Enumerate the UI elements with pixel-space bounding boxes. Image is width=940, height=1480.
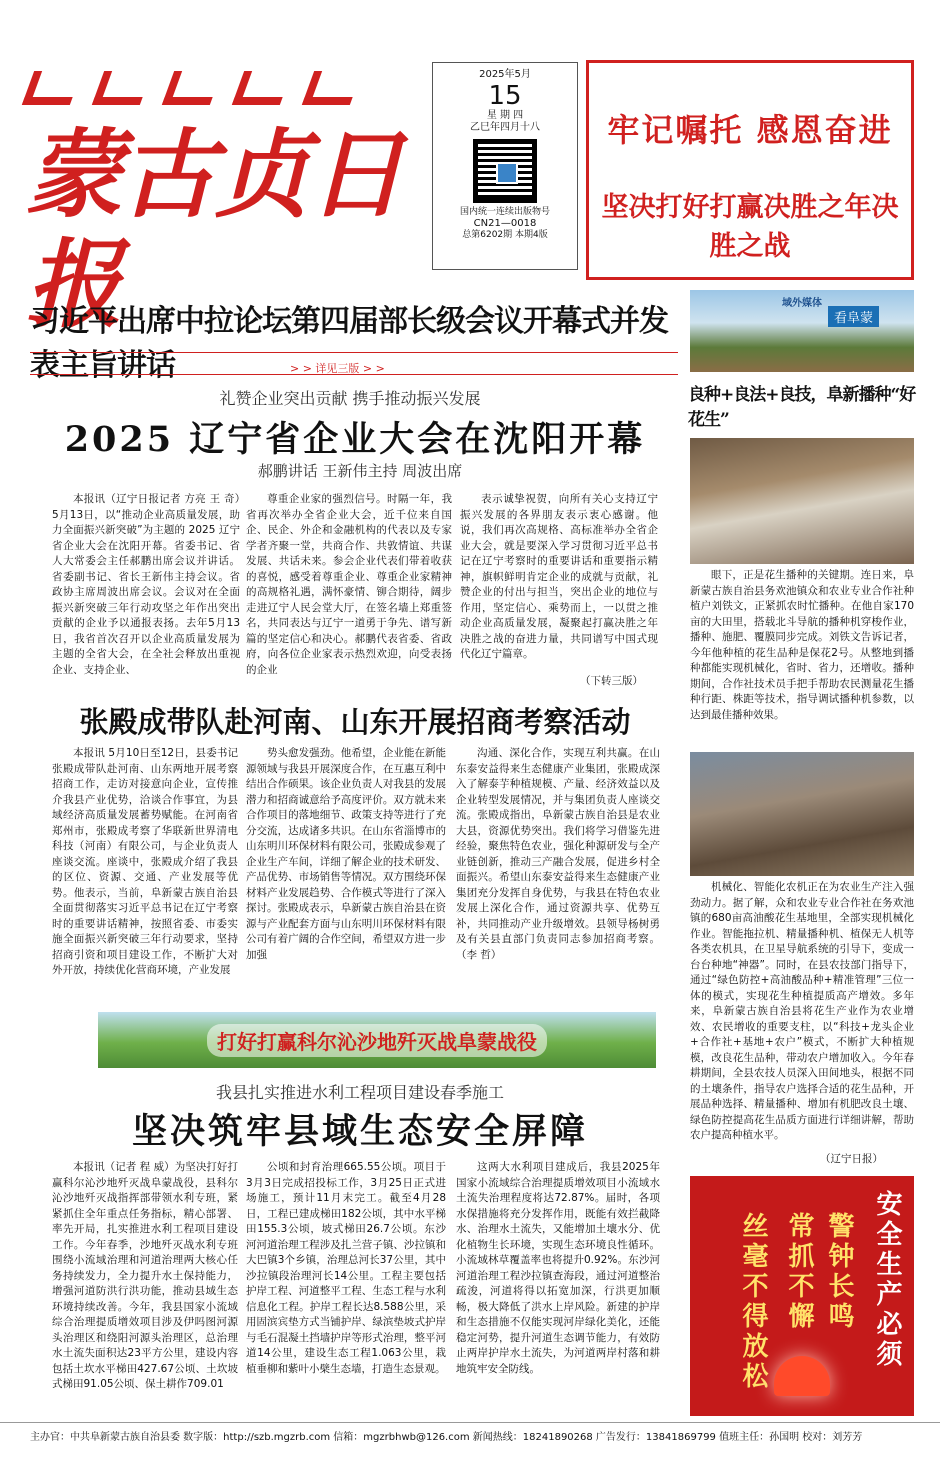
story1-column-1: 本报讯（辽宁日报记者 方亮 王 奇）5月13日，以“推动企业高质量发展，助力全面振兴新突破”为主题的 2025 辽宁省企业大会在沈阳开幕。省委书记、省人大常委会主任郝鹏出席会议并讲话。省委副书记、省长王新伟主持会议。省政协主席周波出席会议。会议对在全面振兴新突破三年行动攻坚之年作出突出贡献的企业予以通报表扬。去年5月13日，我省首次召开以企业高质量发展为主题的全省大会，在全社会释放出重视企业、支持企业、 — [52, 493, 240, 676]
safety-text-mid: 警钟长鸣 — [824, 1212, 854, 1332]
see-page-three-link[interactable]: > > 详见三版 > > — [290, 362, 385, 375]
story3-headline[interactable]: 坚决筑牢县域生态安全屏障 — [131, 1111, 588, 1152]
cn-number: CN21—0018 — [473, 217, 537, 229]
sidebar-headline[interactable]: 良种+良法+良技，阜新播种“好花生” — [688, 385, 916, 430]
story3-column-1: 本报讯（记者 程 威）为坚决打好打赢科尔沁沙地歼灭战阜蒙战役，县科尔沁沙地歼灭战指挥部带领水利专班，紧紧抓住全年重点任务指标，精心部署、率先开局，扎实推进水利工程项目建设工作。今年春季，沙地歼灭战水利专班围绕小流域治理和河道治理两大核心任务持续发力，全力提升水土保持能力，增强河道防洪行洪功能，推动县域生态环境持续改善。今年，我县国家小流域综合治理提质增效项目涉及伊吗图河源头治理区和绕阳河源头治理区，总治理水土流失面积达23平方公里，建设内容包括土坎水平梯田427.67公顷、土坎坡式梯田91.05公顷、保土耕作709.01 — [52, 1161, 238, 1390]
photo-tag: 看阜蒙 — [828, 306, 879, 327]
story3-column-3: 这两大水利项目建成后，我县2025年国家小流域综合治理提质增效项目小流域水土流失治理程度将达72.87%。届时，各项水保措施将充分发挥作用，既能有效拦截降水、治理水土流失，又能增加土壤水分、优化植物生长环境，实现生态环境良性循环。小流域林草覆盖率也将提升0.92%。东沙河河道治理工程沙拉镇查海段，通过河道整治疏浚，河道将得以拓宽加深，行洪更加顺畅，极大降低了洪水上岸风险。新建的护岸和生态措施不仅能实现河岸绿化美化，还能稳定河势，提升河道生态调节能力，有效防止两岸护岸水土流失，为河道两岸村落和耕地筑牢安全防线。 — [456, 1161, 660, 1375]
photo-tag-top: 域外媒体 — [782, 298, 822, 309]
weekday: 星 期 四 — [486, 109, 524, 121]
alarm-light-icon — [774, 1356, 830, 1396]
slogan-line-2: 坚决打好打赢决胜之年决胜之战 — [601, 192, 899, 262]
safety-text-left: 丝毫不得放松 — [738, 1212, 768, 1392]
sidebar-caption-1: 眼下，正是花生播种的关键期。连日来，阜新蒙古族自治县务欢池镇众和农业专业合作社种植户刘铁文，正紧抓农时忙播种。在他自家170亩的大田里，搭载北斗导航的播种机穿梭作业，播种、施肥、覆膜同步完成。刘铁文告诉记者，今年他种植的花生品种是保花2号。从整地到播种都能实现机械化，省时、省力，还增收。播种期间，合作社技术员手把手帮助农民测量花生播种行距、株距等技术，指导调试播种机参数，以达到最佳播种效果。 — [690, 569, 914, 721]
city-photo[interactable] — [690, 290, 914, 372]
divider — [30, 352, 678, 353]
story2-column-1: 本报讯 5月10日至12日，县委书记张殿成带队赴河南、山东两地开展考察招商工作，走访对接意向企业，宣传推介我县产业优势，洽谈合作事宜，为县域经济高质量发展蓄势赋能。在河南省郑州市，张殿成考察了华联新世界清电科技（河南）有限公司，与企业负责人座谈交流。座谈中，张殿成介绍了我县的区位、资源、交通、产业发展等优势。他表示，当前，阜新蒙古族自治县全面贯彻落实习近平总书记在辽宁考察时的重要讲话精神，按照省委、市委实施全面振兴新突破三年行动要求，坚持招商引资和项目建设工作，不断扩大对外开放，持续优化营商环境，产业发展 — [52, 747, 238, 976]
continued-label[interactable]: （下转三版） — [580, 675, 643, 687]
story1-headline[interactable]: 2025 辽宁省企业大会在沈阳开幕 — [64, 419, 646, 460]
story1-column-2: 尊重企业家的强烈信号。时隔一年，我省再次举办全省企业大会，近千位来自国企、民企、外企和金融机构的代表以及专家学者齐聚一堂，共商合作、共敦情谊、共谋发展、共话未来。参会企业代表们带着收获的喜悦，感受着尊重企业、尊重企业家精神的高规格礼遇，满怀豪情、铆合期待，阔步走进辽宁人民会堂大厅，在签名墙上郑重签名，共同表达与辽宁一道勇于争先、谱写新篇的坚定信心和决心。郝鹏代表省委、省政府，向各位企业家表示热烈欢迎，向受表扬的企业 — [246, 493, 452, 676]
footer-bar: 主办官：中共阜新蒙古族自治县委 数字版：http://szb.mgzrb.com 信箱：mgzrbhwb@126.com 新闻热线：18241890268 广告发行：13841869799 值班主任：孙国明 校对：刘芳芳 — [0, 1422, 940, 1444]
safety-text-mid2: 常抓不懈 — [784, 1212, 814, 1332]
lunar-date: 乙巳年四月十八 — [470, 122, 540, 133]
story2-column-2: 势头愈发强劲。他希望，企业能在新能源领域与我县开展深度合作，在互惠互利中结出合作硕果。该企业负责人对我县的发展潜力和招商诚意给予高度评价。双方就未来合作项目的落地细节、政策支持等进行了充分交流，达成诸多共识。在山东省淄博市的山东明川环保材料有限公司，张殿成参观了企业生产车间，详细了解企业的技术研发、产品优势、市场销售等情况。双方围绕环保材料产业发展趋势、合作模式等进行了深入探讨。张殿成表示，阜新蒙古族自治县在资源与产业配套方面与山东明川环保材料有限公司有着广阔的合作空间，希望双方进一步加强 — [246, 747, 446, 961]
story3-kicker: 我县扎实推进水利工程项目建设春季施工 — [215, 1083, 504, 1102]
masthead-title: 蒙古贞日报 — [26, 118, 402, 342]
banner-text: 打好打赢科尔沁沙地歼灭战阜蒙战役 — [207, 1024, 547, 1057]
story1-kicker: 礼赞企业突出贡献 携手推动振兴发展 — [219, 389, 481, 408]
sidebar-source: （辽宁日报） — [820, 1153, 883, 1165]
machinery-photo[interactable] — [690, 752, 914, 876]
desert-campaign-banner — [98, 1012, 656, 1068]
sidebar-caption-2: 机械化、智能化农机正在为农业生产注入强劲动力。据了解，众和农业专业合作社在务欢池镇的680亩高油酸花生基地里，全部实现机械化作业。智能拖拉机、精量播种机、植保无人机等各类农机具，在卫星导航系统的引导下，变成一台台种地“神器”。同时，在县农技部门指导下，通过“绿色防控+高油酸品种+精准管理”三位一体的模式，实现花生种植提质高产增效。多年来，阜新蒙古族自治县将花生产业作为农业增效、农民增收的重要支柱，以“科技+龙头企业+合作社+基地+农户”模式，不断扩大种植规模，改良花生品种，带动农户增加收入。今年春耕期间，全县农技人员深入田间地头，根据不同的土壤条件，指导农户选择合适的花生品种，开展品种选择、精量播种、增加有机肥改良土壤、绿色防控提高花生品质方面进行详细讲解，帮助农户提高种植水平。 — [690, 881, 914, 1141]
day-number: 15 — [488, 80, 522, 111]
safety-poster — [690, 1176, 914, 1416]
lead-headline[interactable]: 习近平出席中拉论坛第四届部长级会议开幕式并发表主旨讲话 — [30, 304, 668, 383]
divider — [30, 374, 678, 375]
story1-column-3: 表示诚挚祝贺，向所有关心支持辽宁振兴发展的各界朋友表示衷心感谢。他说，我们再次高规格、高标准举办全省企业大会，就是要深入学习贯彻习近平总书记在辽宁考察时的重要讲话和重要指示精神，旗帜鲜明肯定企业的成就与贡献，礼赞企业的付出与担当，突出企业的地位与作用，坚定信心、乘势而上，一以贯之推动企业高质量发展，凝聚起打赢决胜之年决胜之战的奋进力量，共同谱写中国式现代化辽宁篇章。 — [460, 493, 658, 660]
issn-label: 国内统一连续出版物号 — [459, 206, 550, 217]
slogan-box — [586, 60, 914, 280]
mongolian-script-title — [28, 66, 398, 110]
safety-text-right: 安全生产必须 — [872, 1190, 902, 1370]
farmers-photo[interactable] — [690, 438, 914, 564]
slogan-line-1: 牢记嘱托 感恩奋进 — [607, 111, 893, 149]
story1-subhead: 郝鹏讲话 王新伟主持 周波出席 — [257, 462, 463, 480]
year-month: 2025年5月 — [479, 69, 531, 80]
qr-code-icon[interactable] — [473, 139, 537, 203]
story3-column-2: 公顷和封育治理665.55公顷。项目于3月3日完成招投标工作，3月25日正式进场施工，预计11月末完工。截至4月28日，工程已建成梯田182公顷，其中水平梯田155.3公顷，坡式梯田26.7公顷。东沙河河道治理工程涉及扎兰营子镇、沙拉镇和大巴镇3个乡镇，治理总河长37公里，其中沙拉镇段治理河长14公里。工程主要包括护岸工程、河道整平工程、生态工程与水利信息化工程。护岸工程长达8.588公里，采用固滨宾垫方式当铺护岸、绿滨垫坡式护岸与毛石混凝土挡墙护岸等形式治理，整平河道14公里，建设生态工程1.063公里，栽植垂柳和紫叶小檗生态墙，打造生态景观。 — [246, 1161, 446, 1375]
story2-column-3: 沟通、深化合作，实现互利共赢。在山东泰安益得来生态健康产业集团，张殿成深入了解泰芋种植规模、产量、经济效益以及企业转型发展情况，并与集团负责人座谈交流。张殿成指出，阜新蒙古族自治县是农业大县，资源优势突出。我们将学习借鉴先进经验，聚焦特色农业，强化种源研发与全产业链创新，推动三产融合发展，促进乡村全面振兴。希望山东泰安益得来生态健康产业集团充分发挥自身优势，与我县在特色农业发展上深化合作，通过资源共享、优势互补，共同推动产业升级增效。县领导杨树勇及有关县直部门负责同志参加招商考察。（李 哲） — [456, 747, 660, 961]
issue-number: 总第6202期 本期4版 — [462, 230, 548, 241]
date-box — [432, 62, 578, 270]
story2-headline[interactable]: 张殿成带队赴河南、山东开展招商考察活动 — [79, 705, 631, 739]
